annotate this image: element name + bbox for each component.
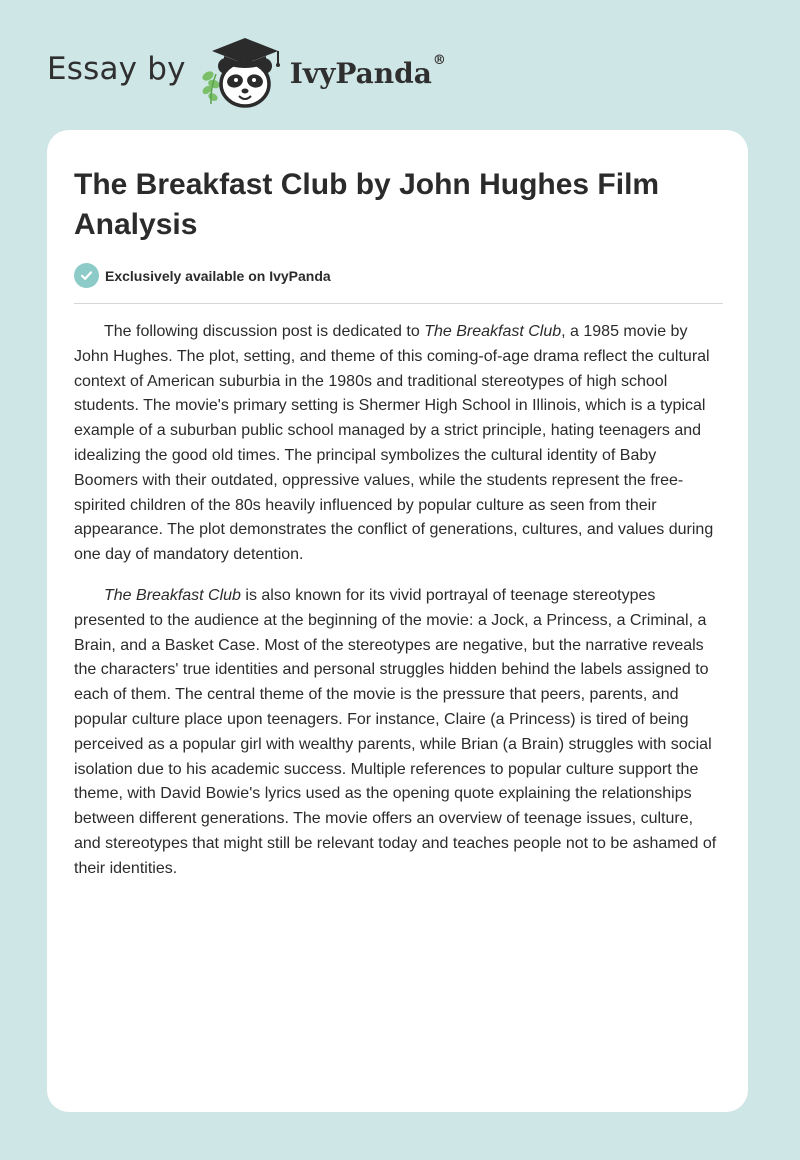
essay-card <box>47 130 748 1112</box>
paragraph-1 <box>74 320 723 568</box>
brand-prefix: Essay by <box>47 51 186 87</box>
exclusive-badge <box>74 263 331 288</box>
essay-body <box>74 320 723 898</box>
paragraph-1-movie-title: The Breakfast Club <box>424 323 562 340</box>
brand-name <box>289 52 446 90</box>
badge-text: Exclusively available on IvyPanda <box>105 267 331 284</box>
brand-name-text: IvyPanda <box>289 56 432 90</box>
paragraph-1-post: , a 1985 movie by John Hughes. The plot, setting, and theme of this coming-of-age drama reflect the cultural context of American suburbia in the 1980s and traditional stereotypes of high school students. The movie's primary setting is Shermer High School in Illinois, which is a typical example of a suburban public school managed by a strict principle, hating teenagers and idealizing the good old times. The principal symbolizes the cultural identity of Baby Boomers with their outdated, oppressive values, while the students represent the free-spirited children of the 80s heavily influenced by popular culture as seen from their appearance. The plot demonstrates the conflict of generations, cultures, and values during one day of mandatory detention. <box>74 323 714 564</box>
essay-title: The Breakfast Club by John Hughes Film Analysis <box>74 168 660 241</box>
paragraph-1-pre: The following discussion post is dedicated to <box>104 323 425 340</box>
paragraph-2 <box>74 584 723 882</box>
paragraph-2-movie-title: The Breakfast Club <box>104 586 241 604</box>
paragraph-2-post: is also known for its vivid portrayal of teenage stereotypes presented to the audience at the beginning of the movie: a Jock, a Princess, a Criminal, a Brain, and a Basket Case. Most of the stereotypes are negative, but the narrative reveals the characters' true identities and personal struggles hidden behind the labels assigned to each of them. The central theme of the movie is the pressure that peers, parents, and popular culture place upon teenagers. For instance, Claire (a Princess) is tired of being perceived as a popular girl with wealthy parents, while Brian (a Brain) struggles with social isolation due to his academic success. Multiple references to popular culture support the theme, with David Bowie's lyrics used as the opening quote explaining the relationships between different generations. The movie offers an overview of teenage issues, culture, and stereotypes that might still be relevant today and teaches people not to be ashamed of their identities. <box>74 586 717 877</box>
registered-mark: ® <box>432 52 446 68</box>
site-header-logo[interactable] <box>47 34 446 110</box>
divider <box>74 303 723 304</box>
panda-logo-icon <box>198 34 290 110</box>
check-circle-icon <box>74 263 99 288</box>
